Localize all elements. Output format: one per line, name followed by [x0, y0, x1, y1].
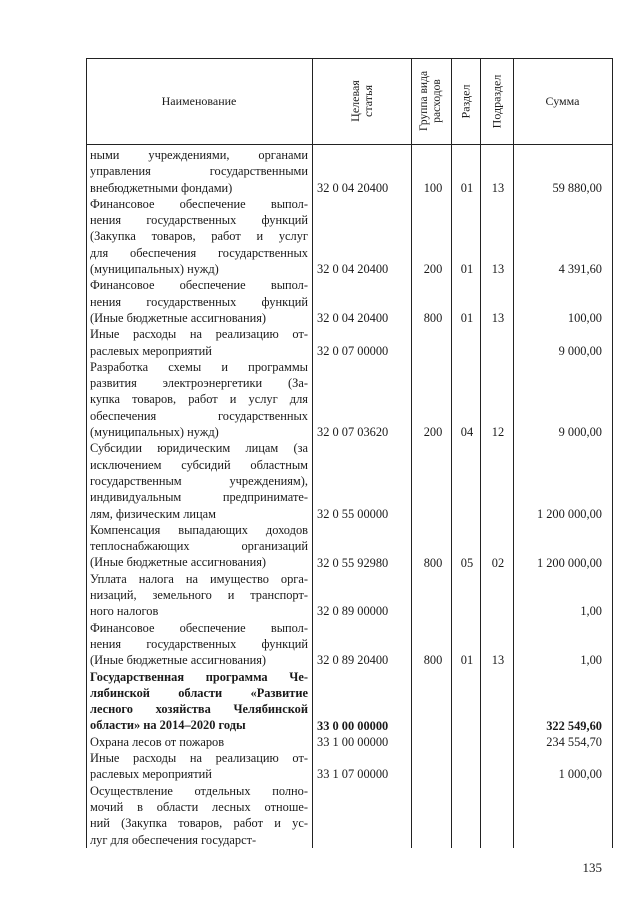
row-expense-group: 800: [423, 555, 443, 570]
header-sum: Сумма: [545, 93, 580, 108]
row-name-line: купка товаров, работ и услуг для: [90, 392, 308, 407]
row-sum: 1 000,00: [558, 767, 602, 782]
row-name-line: лесного хозяйства Челябинской: [90, 702, 308, 717]
column-divider: [513, 58, 514, 848]
row-expense-group: 800: [423, 653, 443, 668]
row-name-line: Разработка схемы и программы: [90, 359, 308, 374]
row-name-line: мочий в области лесных отноше-: [90, 799, 308, 814]
row-name: [90, 522, 308, 571]
row-name-line: Компенсация выпадающих доходов: [90, 522, 308, 537]
row-target-article: 33 1 00 00000: [317, 734, 389, 749]
row-target-article: 32 0 07 03620: [317, 425, 389, 440]
row-section: 01: [460, 262, 474, 277]
header-name: Наименование: [161, 93, 237, 108]
row-name-line: области» на 2014–2020 годы: [90, 718, 246, 733]
row-target-article: 32 0 04 20400: [317, 311, 389, 325]
row-name-line: исключением субсидий областным: [90, 457, 308, 472]
row-target-article: 32 0 04 20400: [317, 180, 389, 195]
row-sum: 100,00: [567, 311, 602, 325]
header-subsection: Подраздел: [489, 74, 504, 128]
row-sum: 1 200 000,00: [536, 506, 602, 521]
row-name-line: управления государственными: [90, 164, 308, 179]
column-divider: [312, 58, 313, 848]
row-target-article: 33 0 00 00000: [317, 718, 389, 733]
row-target-article: 32 0 04 20400: [317, 262, 389, 277]
header-section: Раздел: [458, 84, 473, 118]
row-target-article: 32 0 89 20400: [317, 653, 389, 668]
budget-table: [86, 58, 612, 848]
row-subsection: 13: [491, 311, 505, 325]
row-name-line: Финансовое обеспечение выпол-: [90, 620, 308, 635]
row-sum: 1,00: [580, 604, 602, 619]
row-name-line: обеспечения государственных: [90, 408, 308, 423]
row-expense-group: 100: [423, 180, 443, 195]
row-name-line: (муниципальных) нужд): [90, 262, 219, 277]
row-subsection: 12: [491, 425, 505, 440]
row-expense-group: 800: [423, 311, 443, 325]
row-name-line: Финансовое обеспечение выпол-: [90, 196, 308, 211]
row-target-article: 32 0 89 00000: [317, 604, 389, 619]
row-name-line: ного налогов: [90, 604, 159, 619]
row-name-line: теплоснабжающих организаций: [90, 539, 308, 554]
header-divider: [86, 144, 612, 145]
row-name-line: лябинской области «Развитие: [90, 685, 308, 700]
row-name-line: нения государственных функций: [90, 636, 308, 651]
table-border-left: [86, 58, 87, 848]
row-sum: 322 549,60: [546, 718, 602, 733]
row-section: 01: [460, 653, 474, 668]
row-name: [90, 147, 308, 196]
row-name: [90, 734, 308, 750]
row-sum: 59 880,00: [552, 180, 602, 195]
row-name: [90, 359, 308, 440]
column-divider: [411, 58, 412, 848]
row-name-line: Субсидии юридическим лицам (за: [90, 441, 308, 456]
row-section: 01: [460, 180, 474, 195]
row-name-line: (Закупка товаров, работ и услуг: [90, 229, 308, 244]
row-name-line: лям, физическим лицам: [90, 506, 217, 521]
row-name-line: внебюджетными фондами): [90, 180, 233, 195]
row-name: [90, 326, 308, 359]
row-name-line: Охрана лесов от пожаров: [90, 734, 225, 749]
row-name-line: для обеспечения государственных: [90, 245, 308, 260]
row-sum: 4 391,60: [558, 262, 602, 277]
row-name-line: низаций, земельного и транспорт-: [90, 588, 308, 603]
row-name: [90, 620, 308, 669]
page-number: 135: [582, 860, 602, 875]
row-name-line: Иные расходы на реализацию от-: [90, 327, 308, 342]
row-section: 04: [460, 425, 474, 440]
row-name: [90, 669, 308, 734]
row-name-line: раслевых мероприятий: [90, 343, 212, 358]
row-subsection: 13: [491, 262, 505, 277]
row-name-line: Осуществление отдельных полно-: [90, 783, 308, 798]
row-name-line: развития электроэнергетики (За-: [90, 376, 308, 391]
header-target-article: Целевая статья: [347, 80, 375, 122]
row-target-article: 32 0 55 92980: [317, 555, 389, 570]
row-expense-group: 200: [423, 425, 443, 440]
row-name-line: государственным учреждениям),: [90, 473, 308, 488]
row-name-line: Уплата налога на имущество орга-: [90, 571, 308, 586]
column-divider: [480, 58, 481, 848]
row-name-line: индивидуальным предпринимате-: [90, 490, 308, 505]
row-target-article: 32 0 07 00000: [317, 343, 389, 358]
row-name: [90, 750, 308, 783]
row-expense-group: 200: [423, 262, 443, 277]
row-name-line: ными учреждениями, органами: [90, 148, 308, 162]
row-name-line: луг для обеспечения государст-: [90, 832, 257, 847]
row-sum: 1 200 000,00: [536, 555, 602, 570]
row-name-line: Иные расходы на реализацию от-: [90, 751, 308, 766]
row-name-line: нения государственных функций: [90, 213, 308, 228]
row-sum: 1,00: [580, 653, 602, 668]
row-subsection: 02: [491, 555, 505, 570]
row-name-line: (муниципальных) нужд): [90, 425, 219, 440]
row-name-line: раслевых мероприятий: [90, 767, 212, 782]
header-expense-group: Группа вида расходов: [418, 70, 444, 132]
row-name-line: ний (Закупка товаров, работ и ус-: [90, 816, 308, 831]
row-target-article: 32 0 55 00000: [317, 506, 389, 521]
row-sum: 9 000,00: [558, 343, 602, 358]
row-name: [90, 440, 308, 521]
row-name: [90, 783, 308, 848]
row-name: [90, 196, 308, 277]
row-sum: 234 554,70: [546, 734, 602, 749]
row-name-line: (Иные бюджетные ассигнования): [90, 653, 267, 668]
row-name: [90, 571, 308, 620]
row-name: [90, 277, 308, 326]
row-subsection: 13: [491, 180, 505, 195]
row-sum: 9 000,00: [558, 425, 602, 440]
row-name-line: нения государственных функций: [90, 294, 308, 309]
row-target-article: 33 1 07 00000: [317, 767, 389, 782]
row-name-line: (Иные бюджетные ассигнования): [90, 555, 267, 570]
row-name-line: (Иные бюджетные ассигнования): [90, 310, 267, 325]
row-name-line: Финансовое обеспечение выпол-: [90, 278, 308, 293]
row-section: 01: [460, 311, 474, 325]
table-border-right: [612, 58, 613, 848]
row-subsection: 13: [491, 653, 505, 668]
row-section: 05: [460, 555, 474, 570]
row-name-line: Государственная программа Че-: [90, 669, 308, 684]
column-divider: [451, 58, 452, 848]
